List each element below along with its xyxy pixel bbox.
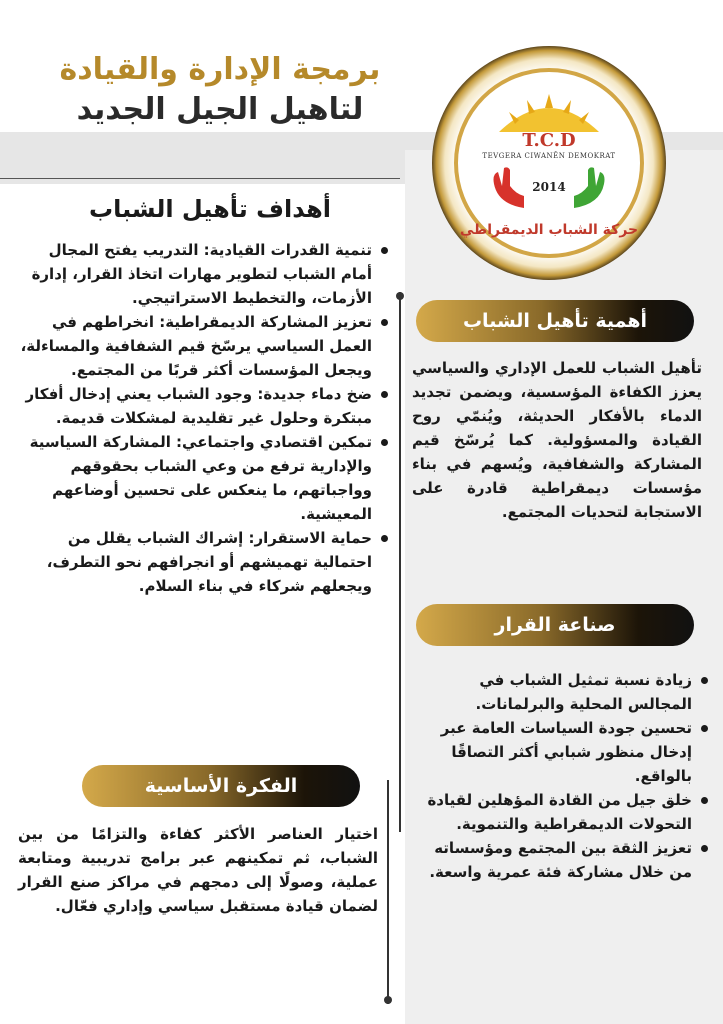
importance-heading: أهمية تأهيل الشباب [462, 310, 648, 332]
list-item: تنمية القدرات القيادية: التدريب يفتح المجال أمام الشباب لتطوير مهارات اتخاذ القرار، إدارة الأزمات، والتخطيط الاستراتيجي. [18, 238, 390, 310]
sun-icon [489, 94, 609, 134]
logo-latin-name: TEVGERA CIWANÊN DEMOKRAT [482, 152, 616, 160]
right-column-panel [405, 150, 723, 1024]
list-item: تمكين اقتصادي واجتماعي: المشاركة السياسية والإدارية ترفع من وعي الشباب بحقوقهم وواجباتهم، ما ينعكس على تحسين أوضاعهم المعيشية. [18, 430, 390, 526]
importance-heading-pill [416, 300, 694, 342]
goals-list-container [18, 238, 390, 598]
goals-list [18, 238, 390, 598]
list-item: حماية الاستقرار: إشراك الشباب يقلل من احتمالية تهميشهم أو انجرافهم نحو التطرف، ويجعلهم شركاء في بناء السلام. [18, 526, 390, 598]
basic-idea-body: اختيار العناصر الأكثر كفاءة والتزامًا من بين الشباب، ثم تمكينهم عبر برامج تدريبية ومتابعة عملية، وصولًا إلى دمجهم في مراكز صنع القرار لضمان قيادة مستقبل سياسي وإداري فعّال. [18, 825, 378, 915]
timeline-line [387, 780, 389, 1004]
decision-list [412, 668, 710, 884]
goals-heading: أهداف تأهيل الشباب [88, 195, 331, 223]
list-item: ضخ دماء جديدة: وجود الشباب يعني إدخال أفكار مبتكرة وحلول غير تقليدية لمشكلات قديمة. [18, 382, 390, 430]
organization-logo [432, 46, 666, 280]
list-item: تعزيز الثقة بين المجتمع ومؤسساته من خلال مشاركة فئة عمرية واسعة. [412, 836, 710, 884]
page-title-line-1: برمجة الإدارة والقيادة [59, 52, 381, 87]
timeline-line [399, 292, 401, 832]
list-item: تحسين جودة السياسات العامة عبر إدخال منظور شبابي أكثر التصاقًا بالواقع. [412, 716, 710, 788]
logo-inner-circle [454, 68, 644, 258]
list-item: تعزيز المشاركة الديمقراطية: انخراطهم في العمل السياسي يرسّخ قيم الشفافية والمساءلة، ويجعل المؤسسات أكثر قربًا من المجتمع. [18, 310, 390, 382]
logo-year: 2014 [532, 180, 566, 194]
page-title-line-2: لتاهيل الجيل الجديد [76, 92, 364, 127]
decision-list-container [412, 668, 710, 884]
decision-heading: صناعة القرار [494, 614, 616, 636]
divider [0, 178, 400, 179]
importance-body: تأهيل الشباب للعمل الإداري والسياسي يعزز الكفاءة المؤسسية، ويضمن تجديد الدماء بالأفكار الحديثة، ويُنمّي روح القيادة والمسؤولية. كما يُرسّخ قيم المشاركة والشفافية، ويُسهم في بناء مؤسسات ديمقراطية قادرة على الاستجابة لتحديات المجتمع. [412, 359, 702, 521]
basic-idea-heading-pill [82, 765, 360, 807]
timeline-dot [384, 996, 392, 1004]
list-item: زيادة نسبة تمثيل الشباب في المجالس المحلية والبرلمانات. [412, 668, 710, 716]
logo-acronym: T.C.D [522, 130, 576, 151]
logo-arabic-name: حركة الشباب الديمقراطي [459, 222, 639, 238]
list-item: خلق جيل من القادة المؤهلين لقيادة التحولات الديمقراطية والتنموية. [412, 788, 710, 836]
basic-idea-heading: الفكرة الأساسية [144, 775, 298, 797]
page-title [40, 50, 400, 130]
timeline-dot [396, 292, 404, 300]
decision-heading-pill [416, 604, 694, 646]
